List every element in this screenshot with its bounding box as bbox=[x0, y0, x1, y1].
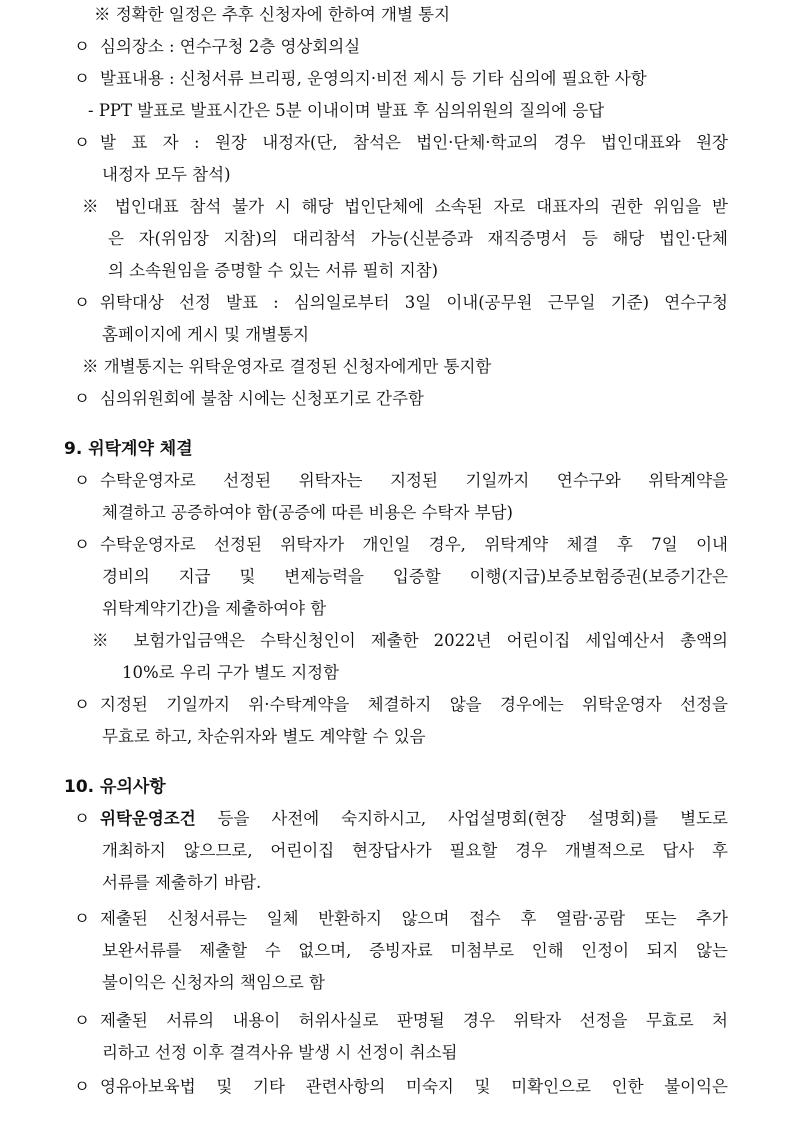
item-text: 위탁대상 선정 발표 : 심의일로부터 3일 이내(공무원 근무일 기준) 연수구청 bbox=[100, 293, 728, 312]
circle-bullet-icon: ㅇ bbox=[74, 1011, 90, 1030]
circle-bullet-icon: ㅇ bbox=[74, 133, 90, 152]
note-proxy-cont: 의 소속원임을 증명할 수 있는 서류 필히 지참) bbox=[108, 261, 439, 280]
item-text-cont: 위탁계약기간)을 제출하여야 함 bbox=[102, 599, 327, 618]
item-text-cont: 보완서류를 제출할 수 없으며, 증빙자료 미첨부로 인해 인정이 되지 않는 bbox=[102, 941, 728, 960]
item-text-cont: 내정자 모두 참석) bbox=[102, 165, 231, 184]
item-text: 심의위원회에 불참 시에는 신청포기로 간주함 bbox=[100, 389, 424, 408]
note-insurance-amount: ※ 보험가입금액은 수탁신청인이 제출한 2022년 어린이집 세입예산서 총액의 bbox=[92, 631, 728, 650]
list-item-venue bbox=[74, 36, 728, 58]
list-item-absence bbox=[74, 388, 728, 410]
item-text: 수탁운영자로 선정된 위탁자가 개인일 경우, 위탁계약 체결 후 7일 이내 bbox=[100, 535, 728, 554]
note-schedule: ※ 정확한 일정은 추후 신청자에 한하여 개별 통지 bbox=[94, 5, 451, 24]
section-heading-10: 10. 유의사항 bbox=[64, 777, 166, 797]
list-item-contract bbox=[74, 470, 728, 492]
circle-bullet-icon: ㅇ bbox=[74, 535, 90, 554]
sub-item-ppt: - PPT 발표로 발표시간은 5분 이내이며 발표 후 심의위원의 질의에 응답 bbox=[88, 101, 605, 120]
list-item-conditions bbox=[74, 808, 728, 830]
circle-bullet-icon: ㅇ bbox=[74, 293, 90, 312]
item-text-cont: 무효로 하고, 차순위자와 별도 계약할 수 있음 bbox=[102, 727, 426, 746]
item-text: 심의장소 : 연수구청 2층 영상회의실 bbox=[100, 37, 361, 56]
item-text: 제출된 서류의 내용이 허위사실로 판명될 경우 위탁자 선정을 무효로 처 bbox=[100, 1011, 728, 1030]
note-proxy: ※ 법인대표 참석 불가 시 해당 법인단체에 소속된 자로 대표자의 권한 위임을 받 bbox=[82, 197, 728, 216]
note-proxy-cont: 은 자(위임장 지참)의 대리참석 가능(신분증과 재직증명서 등 해당 법인·단체 bbox=[108, 229, 728, 248]
item-text: 발 표 자 : 원장 내정자(단, 참석은 법인·단체·학교의 경우 법인대표와 원장 bbox=[100, 133, 728, 152]
bold-term: 위탁운영조건 bbox=[100, 809, 196, 828]
circle-bullet-icon: ㅇ bbox=[74, 909, 90, 928]
list-item-false-info bbox=[74, 1010, 728, 1032]
item-text-cont: 홈페이지에 게시 및 개별통지 bbox=[102, 325, 310, 344]
item-text-cont: 체결하고 공증하여야 함(공증에 따른 비용은 수탁자 부담) bbox=[102, 503, 513, 522]
list-item-insurance bbox=[74, 534, 728, 556]
item-text: 지정된 기일까지 위·수탁계약을 체결하지 않을 경우에는 위탁운영자 선정을 bbox=[100, 695, 728, 714]
item-text: 발표내용 : 신청서류 브리핑, 운영의지·비전 제시 등 기타 심의에 필요한 사항 bbox=[100, 69, 647, 88]
list-item-deadline bbox=[74, 694, 728, 716]
circle-bullet-icon: ㅇ bbox=[74, 69, 90, 88]
item-text-cont: 서류를 제출하기 바람. bbox=[102, 873, 262, 892]
item-text: 영유아보육법 및 기타 관련사항의 미숙지 및 미확인으로 인한 불이익은 bbox=[100, 1077, 728, 1096]
item-text-cont: 경비의 지급 및 변제능력을 입증할 이행(지급)보증보험증권(보증기간은 bbox=[102, 567, 728, 586]
circle-bullet-icon: ㅇ bbox=[74, 471, 90, 490]
circle-bullet-icon: ㅇ bbox=[74, 389, 90, 408]
list-item-announcement bbox=[74, 292, 728, 314]
circle-bullet-icon: ㅇ bbox=[74, 37, 90, 56]
circle-bullet-icon: ㅇ bbox=[74, 809, 90, 828]
item-text-cont: 개최하지 않으므로, 어린이집 현장답사가 필요할 경우 개별적으로 답사 후 bbox=[102, 841, 728, 860]
item-text-cont: 불이익은 신청자의 책임으로 함 bbox=[102, 973, 325, 992]
item-text: 등을 사전에 숙지하시고, 사업설명회(현장 설명회)를 별도로 bbox=[195, 809, 728, 828]
note-insurance-cont: 10%로 우리 구가 별도 지정함 bbox=[122, 663, 340, 682]
list-item-presenter bbox=[74, 132, 728, 154]
list-item-documents bbox=[74, 908, 728, 930]
circle-bullet-icon: ㅇ bbox=[74, 1077, 90, 1096]
list-item-law bbox=[74, 1076, 728, 1098]
item-text: 제출된 신청서류는 일체 반환하지 않으며 접수 후 열람·공람 또는 추가 bbox=[100, 909, 728, 928]
section-heading-9: 9. 위탁계약 체결 bbox=[64, 439, 193, 459]
list-item-content bbox=[74, 68, 728, 90]
item-text-cont: 리하고 선정 이후 결격사유 발생 시 선정이 취소됨 bbox=[102, 1043, 458, 1062]
item-text: 수탁운영자로 선정된 위탁자는 지정된 기일까지 연수구와 위탁계약을 bbox=[100, 471, 728, 490]
circle-bullet-icon: ㅇ bbox=[74, 695, 90, 714]
note-notice: ※ 개별통지는 위탁운영자로 결정된 신청자에게만 통지함 bbox=[82, 357, 492, 376]
